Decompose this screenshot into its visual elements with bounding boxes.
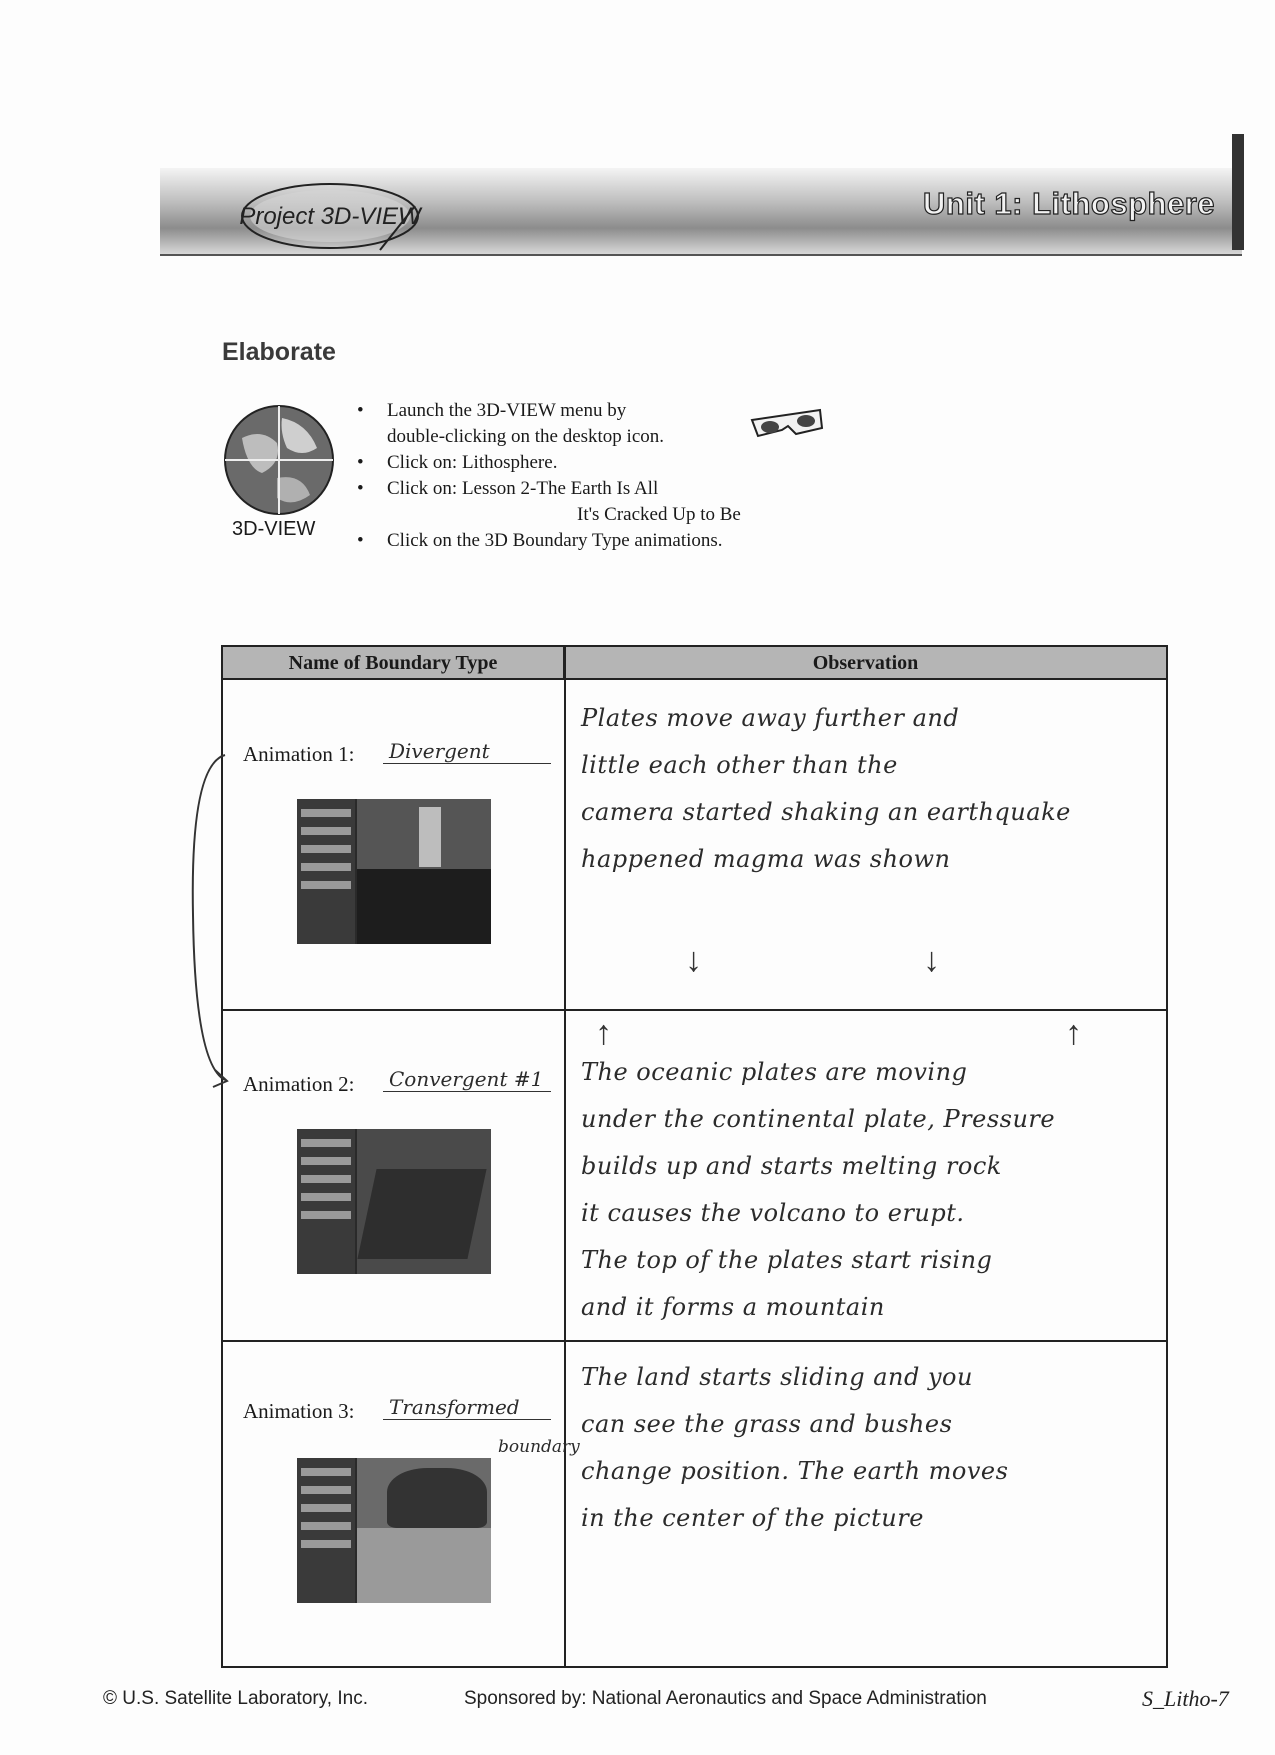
row-divider	[223, 1340, 1166, 1342]
animation-label: Animation 1:	[243, 742, 355, 766]
table-row	[243, 742, 354, 767]
animation-answer: Transformed	[383, 1395, 551, 1420]
footer-sponsor: Sponsored by: National Aeronautics and Space Administration	[464, 1688, 987, 1709]
logo-text: Project 3D-VIEW	[239, 203, 421, 230]
instruction-item: • Click on: Lithosphere.	[353, 450, 741, 476]
instructions-list	[353, 398, 741, 554]
footer-page-number: S_Litho-7	[1142, 1686, 1229, 1711]
up-arrow-icon: ↑	[595, 1015, 612, 1052]
footer-copyright: © U.S. Satellite Laboratory, Inc.	[103, 1688, 368, 1709]
instruction-item: • Click on: Lesson 2-The Earth Is All	[353, 476, 741, 502]
unit-title: Unit 1: Lithosphere	[923, 186, 1215, 221]
instruction-item: It's Cracked Up to Be	[577, 504, 741, 525]
bracket-arrow-icon	[185, 745, 235, 1095]
instruction-item: • Click on the 3D Boundary Type animations.	[353, 528, 741, 554]
animation-thumbnail	[297, 1458, 491, 1603]
answer-note: boundary	[498, 1437, 580, 1457]
observation-text: The oceanic plates are moving under the continental plate, Pressure builds up and starts melting rock it causes the volcano to erupt. The top of the plates start rising and it forms a mountain	[581, 1058, 1056, 1321]
globe-label: 3D-VIEW	[232, 518, 316, 540]
animation-thumbnail	[297, 799, 491, 944]
animation-label: Animation 2:	[243, 1072, 355, 1096]
down-arrow-icon: ↓	[923, 942, 940, 979]
project-3d-view-logo	[230, 178, 430, 268]
observation-text: Plates move away further and little each other than the camera started shaking an earthquake happened magma was shown	[581, 704, 1071, 873]
animation-label: Animation 3:	[243, 1399, 355, 1423]
boundary-table	[221, 645, 1168, 1668]
column-divider	[564, 647, 566, 1666]
banner-edge	[1232, 134, 1244, 250]
down-arrow-icon: ↓	[685, 942, 702, 979]
animation-answer: Convergent #1	[383, 1067, 551, 1092]
instruction-item: double-clicking on the desktop icon.	[387, 426, 665, 447]
animation-answer: Divergent	[383, 739, 551, 764]
table-row	[243, 1072, 354, 1097]
row-divider	[223, 1009, 1166, 1011]
globe-icon	[222, 403, 336, 517]
animation-thumbnail	[297, 1129, 491, 1274]
up-arrow-icon: ↑	[1065, 1015, 1082, 1052]
observation-text: The land starts sliding and you can see the grass and bushes change position. The earth moves in the center of the picture	[581, 1363, 1009, 1532]
header-observation: Observation	[565, 647, 1166, 680]
header-boundary-name: Name of Boundary Type	[223, 647, 565, 680]
3d-glasses-icon	[748, 406, 824, 444]
instruction-item: • Launch the 3D-VIEW menu by	[353, 398, 741, 424]
section-title: Elaborate	[222, 338, 336, 366]
table-row	[243, 1399, 354, 1424]
